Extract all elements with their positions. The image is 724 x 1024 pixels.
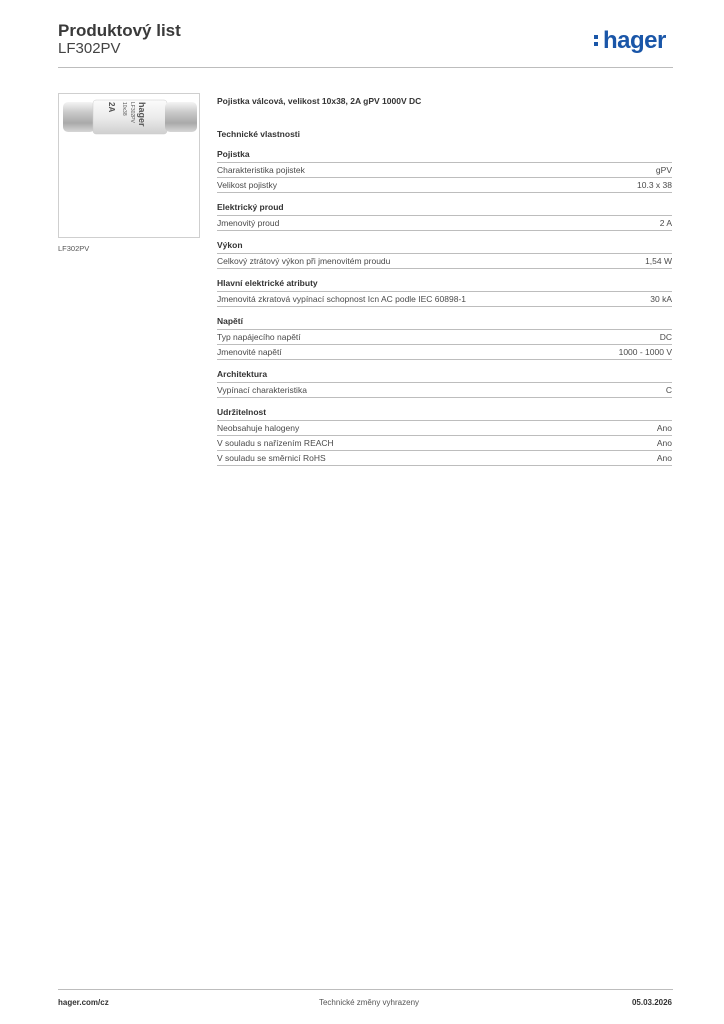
logo-text: hager <box>603 27 666 54</box>
property-group-voltage <box>217 316 672 360</box>
logo-mark-icon <box>594 31 602 51</box>
property-value: C <box>665 384 672 395</box>
property-label: Jmenovitý proud <box>217 217 280 228</box>
property-label: Celkový ztrátový výkon při jmenovitém proudu <box>217 255 391 266</box>
property-label: Charakteristika pojistek <box>217 164 305 175</box>
page-title: Produktový list <box>58 21 181 40</box>
property-row <box>217 330 672 345</box>
property-row <box>217 383 672 398</box>
group-title: Pojistka <box>217 149 672 163</box>
property-value: 2 A <box>659 217 672 228</box>
property-value: 1,54 W <box>645 255 672 266</box>
property-row <box>217 216 672 231</box>
image-caption: LF302PV <box>58 244 90 253</box>
property-value: gPV <box>655 164 672 175</box>
property-value: 10.3 x 38 <box>637 179 672 190</box>
property-label: Typ napájecího napětí <box>217 331 301 342</box>
property-row <box>217 421 672 436</box>
header-divider <box>58 67 673 68</box>
footer-notice: Technické změny vyhrazeny <box>318 998 420 1007</box>
product-code: LF302PV <box>58 40 121 57</box>
footer-date: 05.03.2026 <box>631 998 672 1007</box>
group-title: Udržitelnost <box>217 407 672 421</box>
property-value: 30 kA <box>650 293 672 304</box>
group-title: Architektura <box>217 369 672 383</box>
property-value: 1000 - 1000 V <box>618 346 672 357</box>
property-value: DC <box>659 331 672 342</box>
footer-website-link[interactable]: hager.com/cz <box>58 998 109 1007</box>
fuse-brand-text: hager <box>137 102 147 127</box>
group-title: Hlavní elektrické atributy <box>217 278 672 292</box>
property-row <box>217 163 672 178</box>
property-group-electrical <box>217 278 672 307</box>
property-group-power <box>217 240 672 269</box>
property-row <box>217 345 672 360</box>
fuse-size-text: 10x38 <box>121 102 127 116</box>
group-title: Napětí <box>217 316 672 330</box>
property-label: Velikost pojistky <box>217 179 277 190</box>
property-label: Vypínací charakteristika <box>217 384 307 395</box>
product-image-frame <box>58 93 200 238</box>
group-title: Výkon <box>217 240 672 254</box>
property-row <box>217 436 672 451</box>
product-details <box>217 96 672 466</box>
hager-logo[interactable] <box>594 29 666 53</box>
property-group-current <box>217 202 672 231</box>
property-label: V souladu se směrnicí RoHS <box>217 452 326 463</box>
section-heading: Technické vlastnosti <box>217 129 300 139</box>
property-group-architecture <box>217 369 672 398</box>
property-row <box>217 451 672 466</box>
fuse-cartridge-image <box>59 94 199 237</box>
property-value: Ano <box>656 452 672 463</box>
property-row <box>217 178 672 193</box>
property-value: Ano <box>656 437 672 448</box>
property-label: V souladu s nařízením REACH <box>217 437 334 448</box>
fuse-code-text: LF302PV <box>129 102 135 123</box>
property-group-sustainability <box>217 407 672 466</box>
property-group-pojistka <box>217 149 672 193</box>
fuse-rating-text: 2A <box>107 102 116 113</box>
footer-divider <box>58 989 673 990</box>
property-label: Jmenovité napětí <box>217 346 282 357</box>
group-title: Elektrický proud <box>217 202 672 216</box>
property-row <box>217 292 672 307</box>
property-row <box>217 254 672 269</box>
property-value: Ano <box>656 422 672 433</box>
property-label: Jmenovitá zkratová vypínací schopnost Icn AC podle IEC 60898-1 <box>217 293 466 304</box>
property-label: Neobsahuje halogeny <box>217 422 300 433</box>
product-description: Pojistka válcová, velikost 10x38, 2A gPV 1000V DC <box>217 96 422 106</box>
